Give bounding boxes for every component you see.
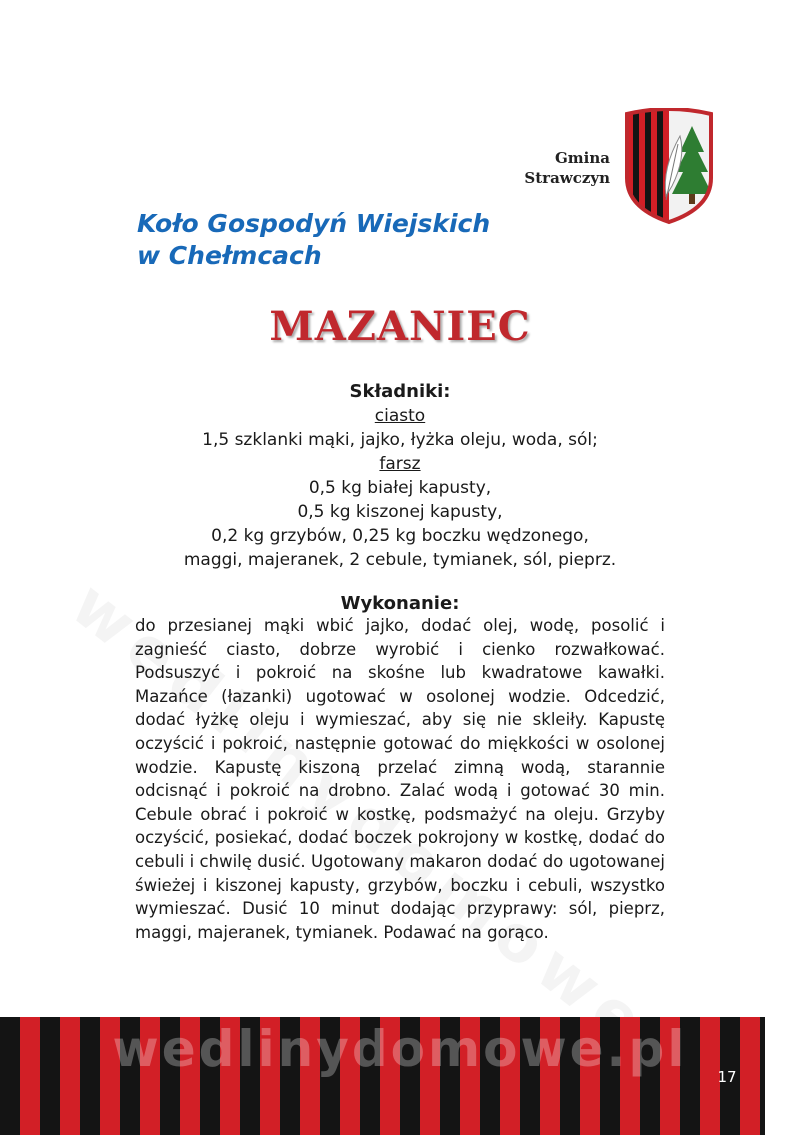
gmina-line2: Strawczyn bbox=[524, 169, 610, 187]
organization-line1: Koło Gospodyń Wiejskich bbox=[137, 209, 491, 238]
dough-items: 1,5 szklanki mąki, jajko, łyżka oleju, woda, sól; bbox=[202, 430, 598, 450]
ingredients-heading: Składniki: bbox=[349, 381, 451, 402]
footer-watermark: wedlinydomowe.pl bbox=[112, 1020, 688, 1078]
method-text: do przesianej mąki wbić jajko, dodać olej, wodę, posolić i zagnieść ciasto, dobrze wyrobić i cienko rozwałkować. Podsuszyć i pokroić na skośne lub kwadratowe kawałki. Mazańce (łazanki) ugotować w osolonej wodzie. Odcedzić, dodać łyżkę oleju i wymieszać, aby się nie skleiły. Kapustę oczyścić i pokroić, następnie gotować do miękkości w osolonej wodzie. Kapustę kiszoną przelać zimną wodą, starannie odcisnąć i pokroić na drobno. Zalać wodą i gotować 30 min. Cebule obrać i pokroić w kostkę, podsmażyć na oleju. Grzyby oczyścić, posiekać, dodać boczek pokrojony w kostkę, dodać do cebuli i chwilę dusić. Ugotowany makaron dodać do ugotowanej świeżej i kiszonej kapusty, grzybów, boczku i cebuli, wszystko wymieszać. Dusić 10 minut dodając przyprawy: sól, pieprz, maggi, majeranek, tymianek. Podawać na gorąco. bbox=[135, 616, 665, 942]
dough-label: ciasto bbox=[374, 406, 426, 426]
filling-line: 0,2 kg grzybów, 0,25 kg boczku wędzonego, bbox=[211, 526, 589, 546]
gmina-crest-logo bbox=[622, 108, 716, 226]
method-heading: Wykonanie: bbox=[340, 593, 460, 614]
gmina-label bbox=[470, 148, 610, 188]
filling-label: farsz bbox=[379, 454, 421, 474]
recipe-title: MAZANIEC bbox=[269, 303, 531, 350]
crest-stripes bbox=[627, 108, 669, 226]
organization-name bbox=[137, 208, 617, 272]
filling-line: 0,5 kg kiszonej kapusty, bbox=[297, 502, 503, 522]
filling-line: maggi, majeranek, 2 cebule, tymianek, sól, pieprz. bbox=[183, 550, 617, 570]
page-number: 17 bbox=[717, 1068, 737, 1086]
organization-line2: w Chełmcach bbox=[137, 241, 322, 270]
filling-line: 0,5 kg białej kapusty, bbox=[308, 478, 492, 498]
gmina-line1: Gmina bbox=[554, 149, 610, 167]
ingredients-section bbox=[100, 380, 700, 572]
